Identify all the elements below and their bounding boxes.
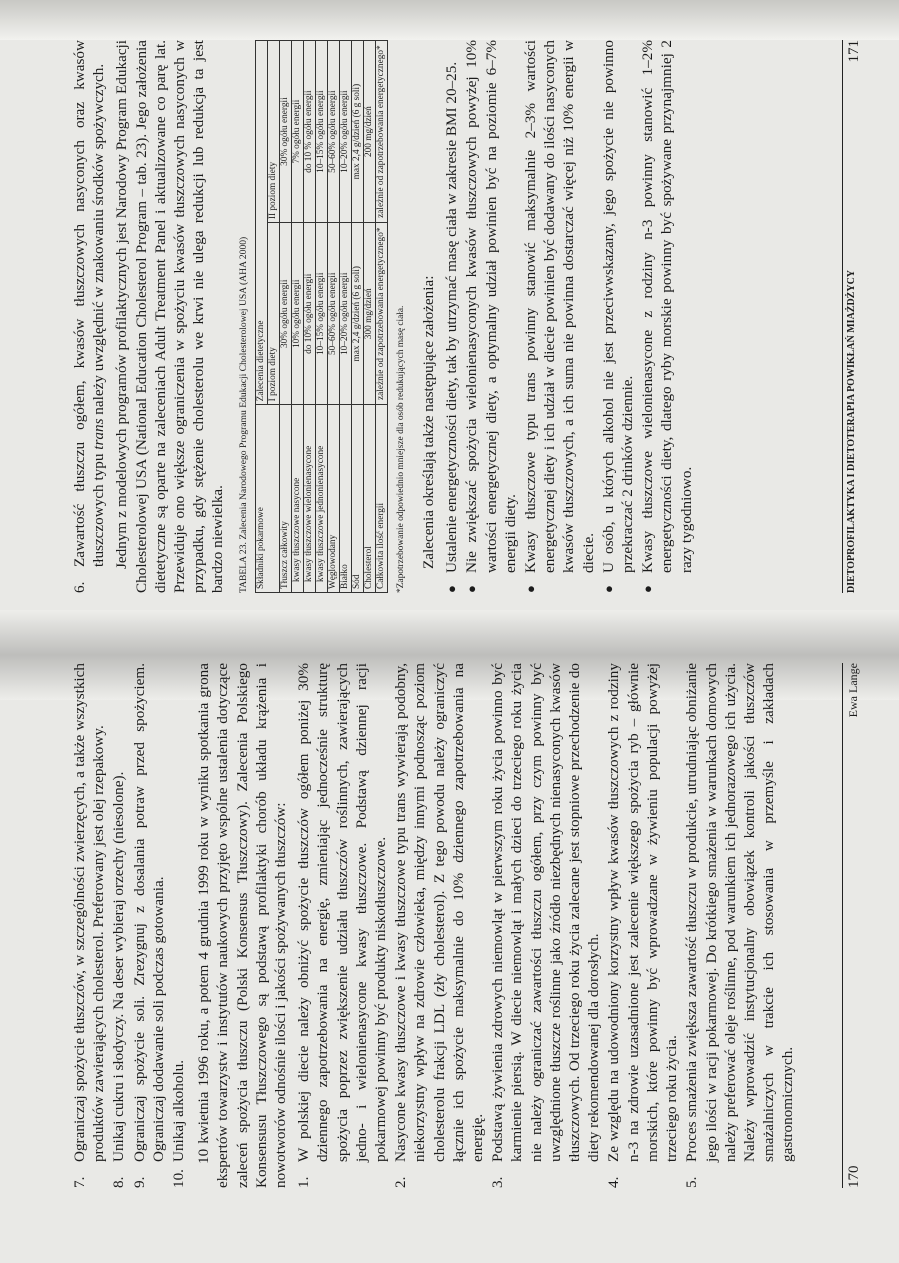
cell-level2: 200 mg/dzień [363,41,375,223]
table-row [351,41,363,593]
cell-level2: max 2,4 g/dzień (6 g soli) [351,41,363,223]
item-text: Unikaj cukru i słodyczy. Na deser wybieraj orzechy (niesolone). [110,771,128,1162]
bullet-text: Nie zwiększać spożycia wielonienasyconych kwasów tłuszczowych powyżej 10% wartości energetycznej diety, a optymalny udział powinien być na poziomie 6–7% energii diety. [463,40,519,573]
item-text: Ze względu na udowodniony korzystny wpływ kwasów tłuszczowych z rodziny n-3 na zdrowie uzasadnione jest zalecenie większego spożycia ryb – głównie morskich, które powinny być wprowadzane w żywieniu populacji powyżej trzeciego roku życia. [605,663,681,1162]
item-number: 3. [489,1176,507,1188]
table-row [327,41,339,593]
header-component: Składniki pokarmowe [255,405,279,593]
item6-text-em: trans [90,418,108,450]
item-number: 8. [110,1176,128,1188]
cell-level2: 30% ogółu energii [279,41,291,223]
bullet-text: Ustalenie energetyczności diety, tak by utrzymać masę ciała w zakresie BMI 20–25. [443,61,461,573]
bullet-text: Kwasy tłuszczowe wielonienasycone z rodziny n-3 powinny stanowić 1–2% energetyczności diety, dlatego ryby morskie powinny być spożywane przynajmniej 2 razy tygodniowo. [639,40,695,573]
table-row [303,41,315,593]
item6-text-b: należy uwzględnić w znakowaniu środków spożywczych. [90,63,108,419]
item-number: 6. [71,581,88,593]
item-number: 5. [683,1176,701,1188]
cell-component: Sód [351,405,363,593]
list-item [130,663,168,1188]
table-row [375,41,387,593]
table-row [279,41,291,593]
cell-level2: do 10 % ogółu energii [303,41,315,223]
bullet-item [521,40,598,593]
item-text [70,40,108,567]
item-text: Unikaj alkoholu. [170,1059,188,1162]
table-row [291,41,303,593]
bullet-icon: ● [600,585,616,593]
program-paragraph: Jednym z modelowych programów profilaktycznych jest Narodowy Program Edukacji Cholesterolowej USA (National Education Cholesterol Program – tab. 23). Jego założenia dietetyczne są oparte na zaleceniach Adult Treatment Panel i aktualizowane co parę lat. Przewiduje ono większe ograniczenia w spożyciu kwasów tłuszczowych nasyconych w przypadku, gdy stężenie cholesterolu we krwi nie ulega redukcji lub redukcja ta jest bardzo niewielka. [113,40,227,593]
item-text: Ograniczaj spożycie tłuszczów, w szczególności zwierzęcych, a także wszystkich produktów zawierających cholesterol. Preferowany jest olej rzepakowy. [71,663,108,1162]
table-caption: TABELA 23. Zalecenia Narodowego Programu Edukacji Cholesterolowej USA (AHA 2000) [237,236,249,593]
item-number: 9. [130,1176,148,1188]
table-row [339,41,351,593]
bullet-item [638,40,696,593]
cell-component: Cholesterol [363,405,375,593]
bullet-item [442,40,461,593]
cell-level1: zależnie od zapotrzebowania energetycznego* [375,223,387,405]
cell-level1: 10–20% ogółu energii [339,223,351,405]
table-body [279,41,387,593]
item-number: 2. [392,1176,410,1188]
list-item [70,40,108,593]
consensus-list [294,663,797,1188]
item-text: Nasycone kwasy tłuszczowe i kwasy tłuszczowe typu trans wywierają podobny, niekorzystny wpływ na zdrowie człowieka, między innymi podnosząc poziom cholesterolu frakcji LDL (zły cholesterol). Z tego powodu należy ograniczyć łącznie ich spożycie maksymalnie do 10% dziennego zapotrzebowania na energię. [392,663,487,1162]
bullet-icon: ● [464,585,480,593]
cell-level1: 50–60% ogółu energii [327,223,339,405]
bullet-item [462,40,520,593]
list-item [70,663,108,1188]
cell-component: kwasy tłuszczowe wielonienasycone [303,405,315,593]
cell-component: kwasy tłuszczowe nasycone [291,405,303,593]
header-level1: I poziom diety [267,223,279,405]
list-item [294,663,390,1188]
page-171 [0,0,899,623]
item-text: Proces smażenia zwiększa zawartość tłuszczu w produkcie, utrudniając obniżanie jego ilości w racji pokarmowej. Do krótkiego smażenia w warunkach domowych należy preferować oleje roślinne, pod warunkiem ich jednorazowego ich użycia. Należy wprowadzić instytucjonalny obowiązek kontroli jakości tłuszczów smażalniczych w trakcie ich stosowania w przemyśle i zakładach gastronomicznych. [683,663,797,1162]
cell-component: Białko [339,405,351,593]
footer-section: DIETOPROFILAKTYKA I DIETOTERAPIA POWIKŁAŃ MIAŻDŻYCY [846,269,857,593]
item-text: Ograniczaj spożycie soli. Zrezygnuj z dosalania potraw przed spożyciem. Ograniczaj dodawanie soli podczas gotowania. [130,663,167,1162]
header-level2: II poziom diety [267,41,279,223]
table-row [363,41,375,593]
cell-level1: 10% ogółu energii [291,223,303,405]
bullet-icon: ● [523,585,539,593]
bullet-icon: ● [444,585,460,593]
cell-level1: 30% ogółu energii [279,223,291,405]
page-170-body [70,663,798,1188]
cell-level1: max 2,4 g/dzień (6 g soli) [351,223,363,405]
bullet-item [599,40,637,593]
intro-paragraph: 10 kwietnia 1996 roku, a potem 4 grudnia 1999 roku w wyniku spotkania grona ekspertów towarzystw i instytutów naukowych przyjęto wspólne ustalenia dotyczące zaleceń spożycia tłuszczu (Polski Konsensus Tłuszczowy). Zalecenia Polskiego Konsensusu Tłuszczowego są podstawą profilaktyki chorób układu krążenia i nowotworów odnośnie ilości i jakości spożywanych tłuszczów: [195,663,290,1188]
recommendations-intro: Zalecenia określają także następujące założenia: [420,275,438,569]
footer-author: Ewa Lange [846,663,860,718]
item-number: 4. [605,1176,623,1188]
list-item [109,663,128,1188]
item-number: 7. [71,1176,88,1188]
list-item [391,663,487,1188]
bullet-text: Kwasy tłuszczowe typu trans powinny stanowić maksymalnie 2–3% wartości energetycznej diety i ich udział w diecie powinien być dodawany do ilości nasyconych kwasów tłuszczowych, a ich suma nie powinna dostarczać więcej niż 10% energii w diecie. [522,40,597,573]
cell-component: Węglowodany [327,405,339,593]
bullet-icon: ● [640,585,656,593]
page-footer [842,40,863,593]
cell-component: kwasy tłuszczowe jednonienasycone [315,405,327,593]
cell-level1: 300 mg/dzień [363,223,375,405]
item-text: W polskiej diecie należy obniżyć spożycie tłuszczów ogółem poniżej 30% dziennego zapotrzebowania na energię, zmieniając jednocześnie strukturę spożycia poprzez zwiększenie udziału tłuszczów roślinnych, zawierających jedno- i wielonienasycone kwasy tłuszczowe. Podstawą dziennej racji pokarmowej powinny być produkty niskotłuszczowe. [295,663,390,1162]
page-footer [842,663,863,1188]
item-number: 1. [295,1176,313,1188]
table-footnote: *Zapotrzebowanie odpowiednio mniejsze dla osób redukujących masę ciała. [395,305,406,593]
cell-level1: do 10% ogółu energii [303,223,315,405]
cell-level1: 10–15% ogółu energii [315,223,327,405]
cell-level2: 50–60% ogółu energii [327,41,339,223]
page-171-body [70,40,696,593]
item-text: Podstawą żywienia zdrowych niemowląt w pierwszym roku życia powinno być karmienie piersią. W diecie niemowląt i małych dzieci do trzeciego roku życia nie należy ograniczać zawartości tłuszczu ogółem, przy czym powinny być uwzględnione tłuszcze roślinne jako źródło niezbędnych nienasyconych kwasów tłuszczowych. Od trzeciego roku życia zalecane jest stopniowe przechodzenie do diety rekomendowanej dla dorosłych. [489,663,603,1162]
list-item [488,663,603,1188]
item-number: 10. [170,1169,188,1188]
cell-component: Całkowita ilość energii [375,405,387,593]
list-item [604,663,681,1188]
item6-text-a: Zawartość tłuszczu ogółem, kwasów tłuszczowych nasyconych oraz kwasów tłuszczowych typu [71,40,108,567]
page-number: 170 [846,1165,862,1188]
list-item [682,663,797,1188]
bullet-list [442,40,696,593]
header-group: Zalecenia dietetyczne [255,41,267,405]
bullet-text: U osób, u których alkohol nie jest przeciwwskazany, jego spożycie nie powinno przekraczać 2 drinków dziennie. [599,40,637,573]
top-list [70,663,188,1188]
page-170 [0,633,899,1263]
cell-level2: zależnie od zapotrzebowania energetycznego* [375,41,387,223]
cell-level2: 10–20% ogółu energii [339,41,351,223]
cell-level2: 7% ogółu energii [291,41,303,223]
list-item [169,663,188,1188]
page-number: 171 [846,40,862,63]
recommendations-table [255,40,388,593]
cell-level2: 10–15% ogółu energii [315,41,327,223]
cell-component: Tłuszcz całkowity [279,405,291,593]
table-row [315,41,327,593]
